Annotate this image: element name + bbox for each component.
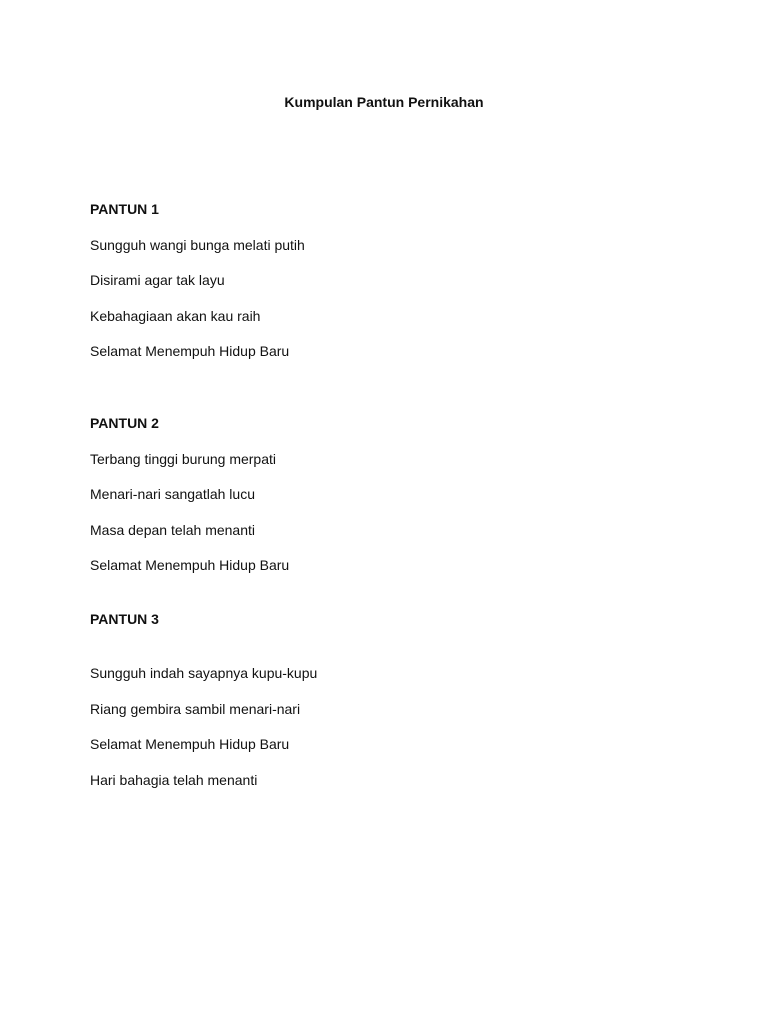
pantun-line: Hari bahagia telah menanti — [90, 772, 258, 788]
pantun-line: Terbang tinggi burung merpati — [90, 451, 277, 467]
pantun-heading: PANTUN 1 — [90, 201, 159, 217]
document-title: Kumpulan Pantun Pernikahan — [284, 94, 484, 110]
pantun-line: Riang gembira sambil menari-nari — [90, 701, 301, 717]
pantun-line: Kebahagiaan akan kau raih — [90, 308, 261, 324]
pantun-line: Sungguh indah sayapnya kupu-kupu — [90, 665, 318, 681]
pantun-line: Disirami agar tak layu — [90, 272, 225, 288]
pantun-line: Masa depan telah menanti — [90, 522, 255, 538]
pantun-line: Menari-nari sangatlah lucu — [90, 486, 255, 502]
pantun-heading: PANTUN 3 — [90, 611, 159, 627]
pantun-line: Sungguh wangi bunga melati putih — [90, 237, 305, 253]
pantun-line: Selamat Menempuh Hidup Baru — [90, 557, 290, 573]
pantun-line: Selamat Menempuh Hidup Baru — [90, 343, 290, 359]
pantun-line: Selamat Menempuh Hidup Baru — [90, 736, 290, 752]
pantun-heading: PANTUN 2 — [90, 415, 159, 431]
